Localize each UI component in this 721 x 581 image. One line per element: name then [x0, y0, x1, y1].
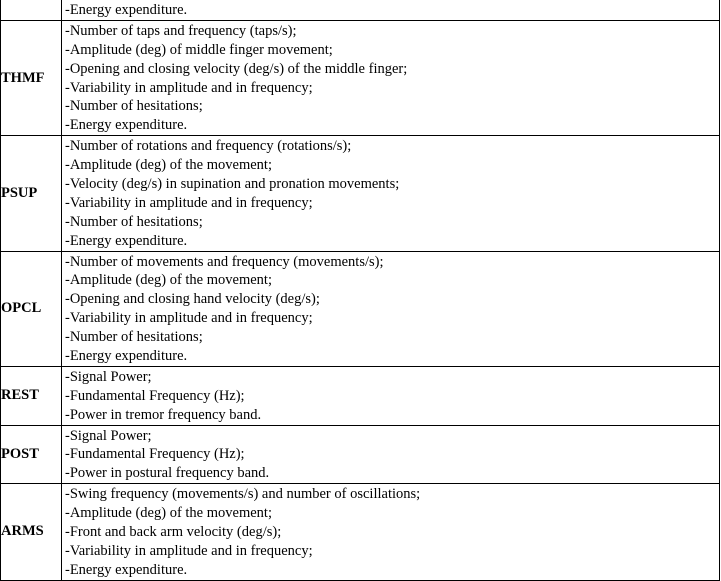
feature-line: -Opening and closing hand velocity (deg/s); — [65, 291, 320, 308]
task-cell: POST — [1, 425, 62, 484]
feature-line: -Swing frequency (movements/s) and number of oscillations; — [65, 486, 421, 503]
feature-line: -Fundamental Frequency (Hz); — [65, 387, 245, 404]
features-cell — [62, 484, 720, 580]
task-cell: OPCL — [1, 251, 62, 366]
feature-line: -Amplitude (deg) of the movement; — [65, 157, 272, 174]
features-cell — [62, 136, 720, 251]
feature-line: -Velocity (deg/s) in supination and pronation movements; — [65, 176, 400, 193]
feature-line: -Variability in amplitude and in frequency; — [65, 310, 313, 327]
feature-line: -Number of hesitations; — [65, 98, 203, 115]
feature-line: -Variability in amplitude and in frequency; — [65, 542, 313, 559]
features-cell — [62, 251, 720, 366]
task-cell — [1, 0, 62, 20]
feature-line: -Number of hesitations; — [65, 213, 203, 230]
feature-line: -Amplitude (deg) of middle finger movement; — [65, 41, 333, 58]
table-row — [1, 251, 720, 366]
feature-line: -Amplitude (deg) of the movement; — [65, 272, 272, 289]
features-cell — [62, 366, 720, 425]
task-cell: REST — [1, 366, 62, 425]
table-row — [1, 20, 720, 135]
feature-line: -Opening and closing velocity (deg/s) of the middle finger; — [65, 60, 408, 77]
table-row — [1, 0, 720, 20]
table-row — [1, 484, 720, 580]
features-cell — [62, 20, 720, 135]
task-cell: PSUP — [1, 136, 62, 251]
feature-line: -Energy expenditure. — [65, 348, 188, 365]
feature-line: -Fundamental Frequency (Hz); — [65, 446, 245, 463]
feature-line: -Energy expenditure. — [65, 232, 188, 249]
features-cell — [62, 0, 720, 20]
feature-line: -Number of hesitations; — [65, 329, 203, 346]
features-cell — [62, 425, 720, 484]
task-cell: THMF — [1, 20, 62, 135]
task-cell: ARMS — [1, 484, 62, 580]
feature-line: -Signal Power; — [65, 427, 152, 444]
table-row — [1, 425, 720, 484]
feature-line: -Amplitude (deg) of the movement; — [65, 505, 272, 522]
feature-line: -Number of taps and frequency (taps/s); — [65, 22, 297, 39]
feature-line: -Energy expenditure. — [65, 2, 188, 18]
feature-line: -Power in postural frequency band. — [65, 465, 270, 482]
feature-line: -Power in tremor frequency band. — [65, 406, 262, 423]
feature-line: -Energy expenditure. — [65, 561, 188, 578]
table-row — [1, 366, 720, 425]
table-row — [1, 136, 720, 251]
feature-line: -Energy expenditure. — [65, 117, 188, 134]
feature-line: -Signal Power; — [65, 368, 152, 385]
feature-line: -Variability in amplitude and in frequency; — [65, 194, 313, 211]
feature-line: -Variability in amplitude and in frequency; — [65, 79, 313, 96]
feature-line: -Number of movements and frequency (movements/s); — [65, 253, 384, 270]
feature-line: -Number of rotations and frequency (rotations/s); — [65, 138, 352, 155]
feature-line: -Front and back arm velocity (deg/s); — [65, 524, 282, 541]
